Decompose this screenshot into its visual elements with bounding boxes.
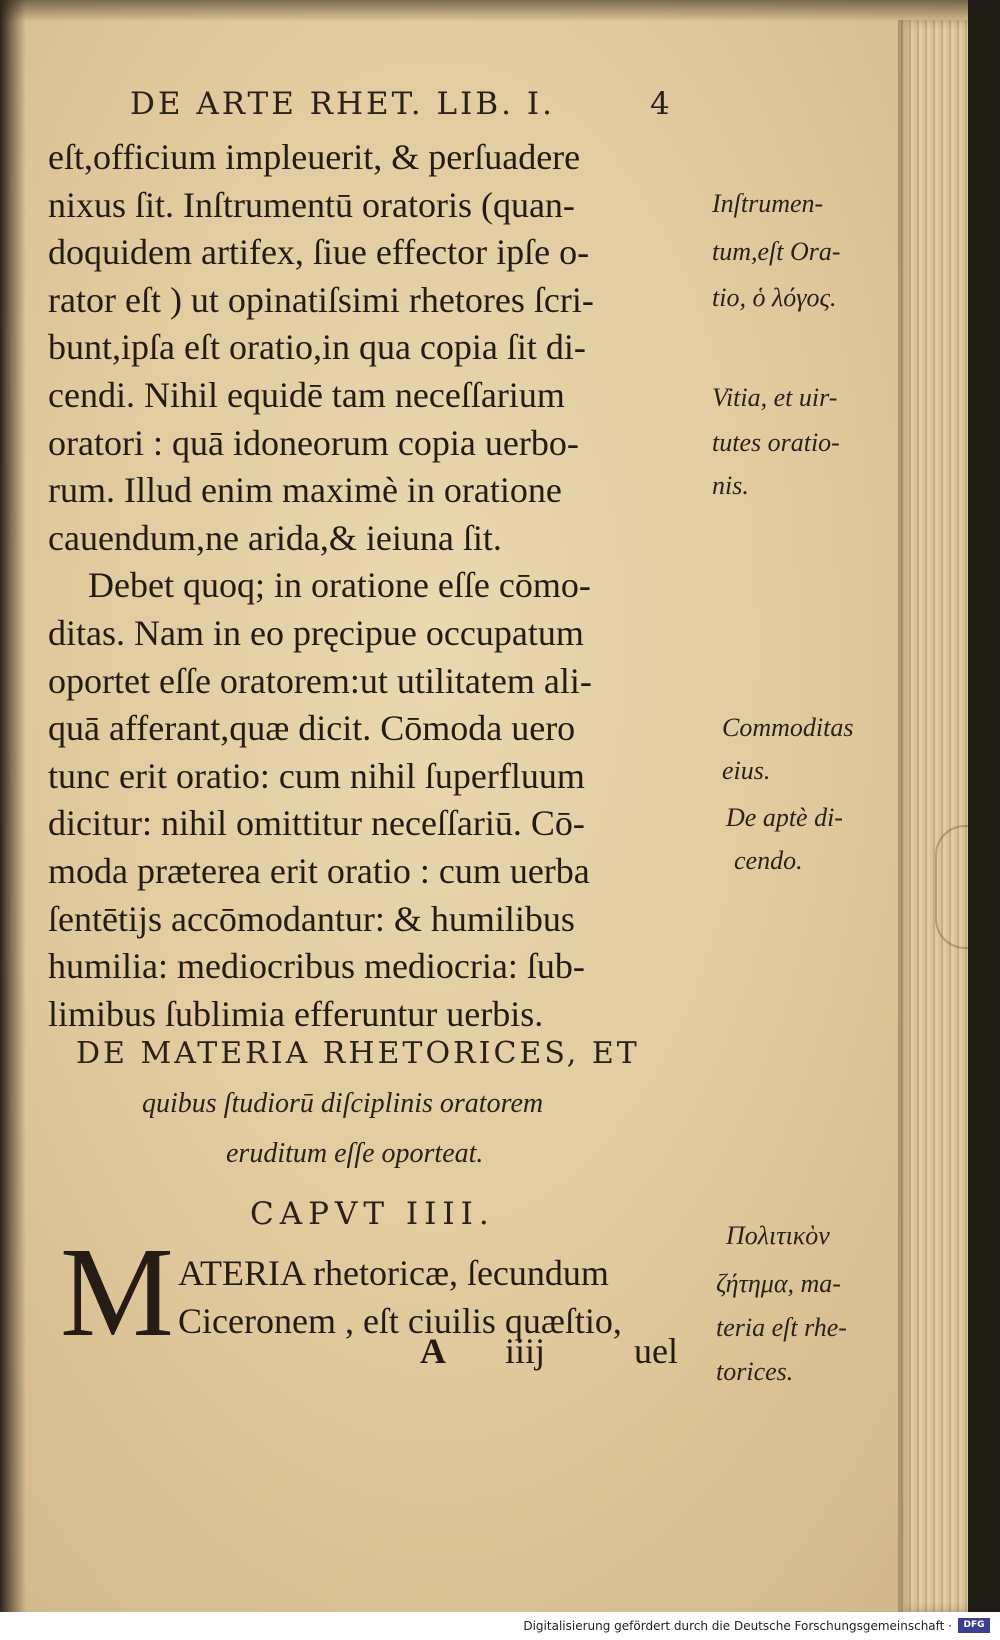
body-text [48, 134, 748, 1038]
text-line: eſt,officium impleuerit, & perſuadere [48, 137, 581, 177]
drop-capital: M [60, 1221, 174, 1363]
marginal-note: Inſtrumen- [712, 189, 824, 218]
signature-mark: A [420, 1331, 446, 1371]
marginal-note: tum,eſt Ora- [712, 237, 841, 266]
text-line: oportet eſſe oratorem:ut utilitatem ali- [48, 660, 592, 701]
top-shadow [0, 0, 968, 22]
page-edges [898, 20, 968, 1612]
text-line: moda præterea erit oratio : cum uerba [48, 850, 590, 891]
marginal-note: Commoditas [722, 713, 854, 742]
text-line: ſentētijs accōmodantur: & humilibus [48, 898, 575, 939]
text-line: Debet quoq; in oratione eſſe cōmo- [88, 565, 591, 606]
text-line: rator eſt ) ut opinatiſsimi rhetores ſcri- [48, 279, 594, 320]
marginal-note: nis. [712, 471, 749, 500]
text-line: dicitur: nihil omittitur neceſſariū. Cō- [48, 803, 585, 844]
text-line: nixus ſit. Inſtrumentū oratoris (quan- [48, 184, 575, 225]
text-line: oratori : quā idoneorum copia uerbo- [48, 422, 579, 463]
text-line: ditas. Nam in eo pręcipue occupatum [48, 612, 584, 653]
signature-number: iiij [505, 1331, 546, 1371]
section-subheading: eruditum eſſe oporteat. [226, 1138, 484, 1169]
catchword: uel [634, 1331, 678, 1371]
text-line: tunc erit oratio: cum nihil ſuperfluum [48, 755, 585, 796]
text-line: cendi. Nihil equidē tam neceſſarium [48, 374, 565, 415]
running-head-title: DE ARTE RHET. LIB. I. [130, 86, 555, 122]
chapter-text-line: ATERIA rhetoricæ, ſecundum [178, 1253, 609, 1293]
section-subheading: quibus ſtudiorū diſciplinis oratorem [142, 1088, 544, 1119]
marginal-note: De aptè di- [726, 803, 843, 832]
section-heading: DE MATERIA RHETORICES, ET [76, 1036, 640, 1071]
running-head [130, 86, 690, 122]
thumb-tab-notch [935, 825, 968, 949]
marginal-note: teria eſt rhe- [716, 1313, 847, 1342]
signature-line [420, 1330, 678, 1372]
marginal-note: torices. [716, 1357, 794, 1386]
page-number: 4 [650, 86, 673, 122]
footer-credit: Digitalisierung gefördert durch die Deutsche Forschungsgemeinschaft · [523, 1619, 952, 1633]
text-line: limibus ſublimia efferuntur uerbis. [48, 993, 544, 1034]
marginal-note: eius. [722, 756, 771, 785]
text-line: cauendum,ne arida,& ieiuna ſit. [48, 517, 502, 558]
marginal-note: tutes oratio- [712, 428, 840, 457]
marginal-note: tio, ὁ λόγος. [712, 283, 837, 312]
text-line: quā afferant,quæ dicit. Cōmoda uero [48, 708, 576, 749]
text-line: rum. Illud enim maximè in oratione [48, 470, 562, 511]
chapter-heading: CAPVT IIII. [250, 1196, 495, 1232]
text-line: humilia: mediocribus mediocria: ſub- [48, 946, 585, 987]
chapter-text-line: Ciceronem , eſt ciuilis quæſtio, [178, 1301, 622, 1341]
dfg-logo: DFG [958, 1618, 990, 1633]
marginal-note: ζήτημα, ma- [716, 1269, 841, 1298]
marginal-note: Πολιτικὸν [726, 1221, 830, 1250]
text-line: bunt,ipſa eſt oratio,in qua copia ſit di- [48, 327, 586, 368]
marginal-note: Vitia, et uir- [712, 383, 838, 412]
gutter-shadow [0, 0, 26, 1612]
footer-bar [0, 1612, 1000, 1640]
marginal-note: cendo. [734, 846, 803, 875]
text-line: doquidem artifex, ſiue effector ipſe o- [48, 232, 590, 273]
